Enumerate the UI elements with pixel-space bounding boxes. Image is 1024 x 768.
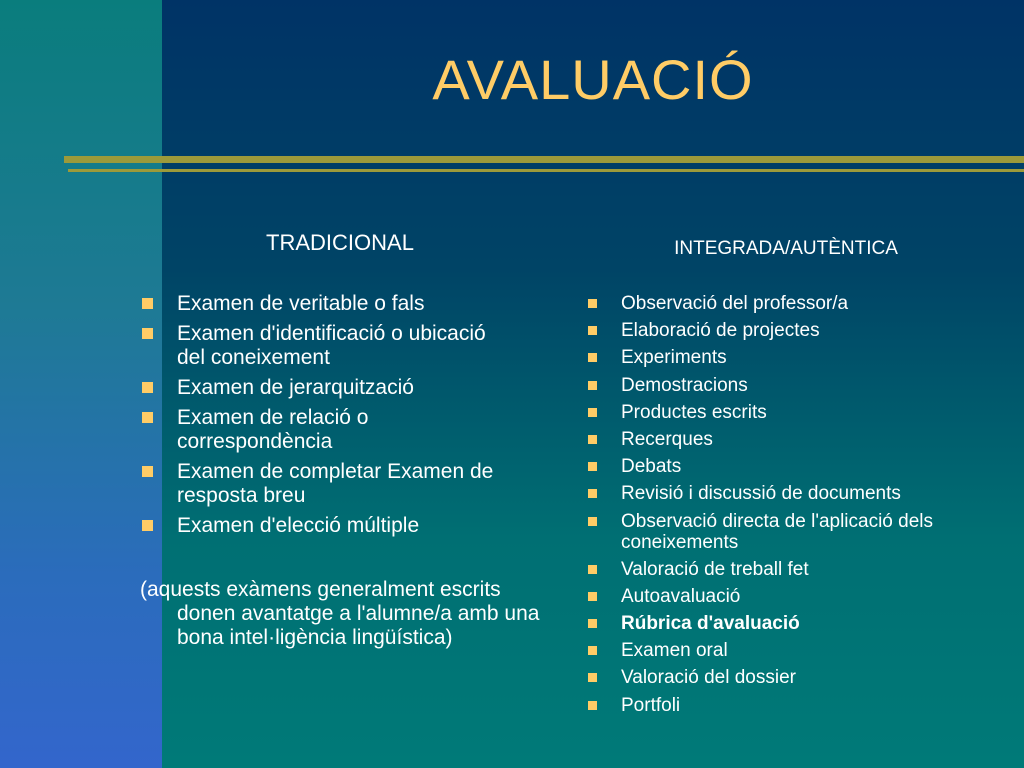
square-bullet-icon <box>588 299 597 308</box>
list-item-label: Examen d'identificació o ubicació del coneixement <box>177 322 486 369</box>
square-bullet-icon <box>588 592 597 601</box>
left-column-heading: TRADICIONAL <box>266 230 414 255</box>
list-item <box>140 406 510 454</box>
list-item <box>586 483 986 504</box>
list-item-label: Demostracions <box>621 374 748 396</box>
list-item <box>586 293 986 314</box>
list-item <box>586 586 986 607</box>
list-item-label: Portfoli <box>621 694 681 716</box>
list-item <box>140 292 510 316</box>
square-bullet-icon <box>588 489 597 498</box>
list-item-label: Observació directa de l'aplicació dels coneixements <box>621 510 934 553</box>
list-item-label: Autoavaluació <box>621 585 741 607</box>
list-item-label: Experiments <box>621 347 727 369</box>
square-bullet-icon <box>142 520 153 531</box>
list-item <box>140 460 510 508</box>
square-bullet-icon <box>588 381 597 390</box>
list-item <box>586 429 986 450</box>
list-item-label: Valoració de treball fet <box>621 558 809 580</box>
right-column-heading: INTEGRADA/AUTÈNTICA <box>674 238 898 259</box>
list-item <box>586 320 986 341</box>
list-item <box>586 347 986 368</box>
list-item <box>586 456 986 477</box>
square-bullet-icon <box>588 646 597 655</box>
list-item-label: Recerques <box>621 428 713 450</box>
square-bullet-icon <box>588 565 597 574</box>
list-item-label: Examen de relació o correspondència <box>177 406 369 453</box>
list-item <box>140 514 510 538</box>
square-bullet-icon <box>588 462 597 471</box>
square-bullet-icon <box>588 619 597 628</box>
list-item <box>586 640 986 661</box>
title-divider-thin <box>68 169 1024 172</box>
list-item <box>586 511 986 553</box>
list-item <box>586 402 986 423</box>
list-item <box>140 322 510 370</box>
traditional-list <box>140 292 510 544</box>
square-bullet-icon <box>142 466 153 477</box>
list-item-label: Observació del professor/a <box>621 293 849 314</box>
slide-title: AVALUACIÓ <box>432 48 754 111</box>
square-bullet-icon <box>142 298 153 309</box>
list-item <box>586 613 986 634</box>
list-item <box>140 376 510 400</box>
square-bullet-icon <box>588 353 597 362</box>
list-item-label: Revisió i discussió de documents <box>621 483 901 505</box>
square-bullet-icon <box>588 408 597 417</box>
list-item-label: Productes escrits <box>621 401 767 423</box>
square-bullet-icon <box>142 382 153 393</box>
list-item-label: Examen oral <box>621 640 728 662</box>
list-item-label: Rúbrica d'avaluació <box>621 613 800 635</box>
list-item-label: Debats <box>621 456 682 478</box>
square-bullet-icon <box>588 435 597 444</box>
square-bullet-icon <box>142 412 153 423</box>
title-divider-thick <box>64 156 1024 163</box>
list-item-label: Examen de veritable o fals <box>177 292 425 315</box>
list-item <box>586 695 986 716</box>
list-item <box>586 559 986 580</box>
list-item <box>586 667 986 688</box>
list-item-label: Examen de completar Examen de resposta breu <box>177 460 494 507</box>
square-bullet-icon <box>588 701 597 710</box>
left-accent-band <box>0 0 162 768</box>
traditional-note: (aquests exàmens generalment escrits donen avantatge a l'alumne/a amb una bona intel·ligència lingüística) <box>140 578 540 649</box>
list-item <box>586 375 986 396</box>
square-bullet-icon <box>588 326 597 335</box>
list-item-label: Examen de jerarquització <box>177 376 414 399</box>
square-bullet-icon <box>142 328 153 339</box>
authentic-list <box>586 293 986 722</box>
square-bullet-icon <box>588 517 597 526</box>
list-item-label: Valoració del dossier <box>621 667 796 689</box>
list-item-label: Elaboració de projectes <box>621 320 820 342</box>
list-item-label: Examen d'elecció múltiple <box>177 514 420 537</box>
square-bullet-icon <box>588 673 597 682</box>
